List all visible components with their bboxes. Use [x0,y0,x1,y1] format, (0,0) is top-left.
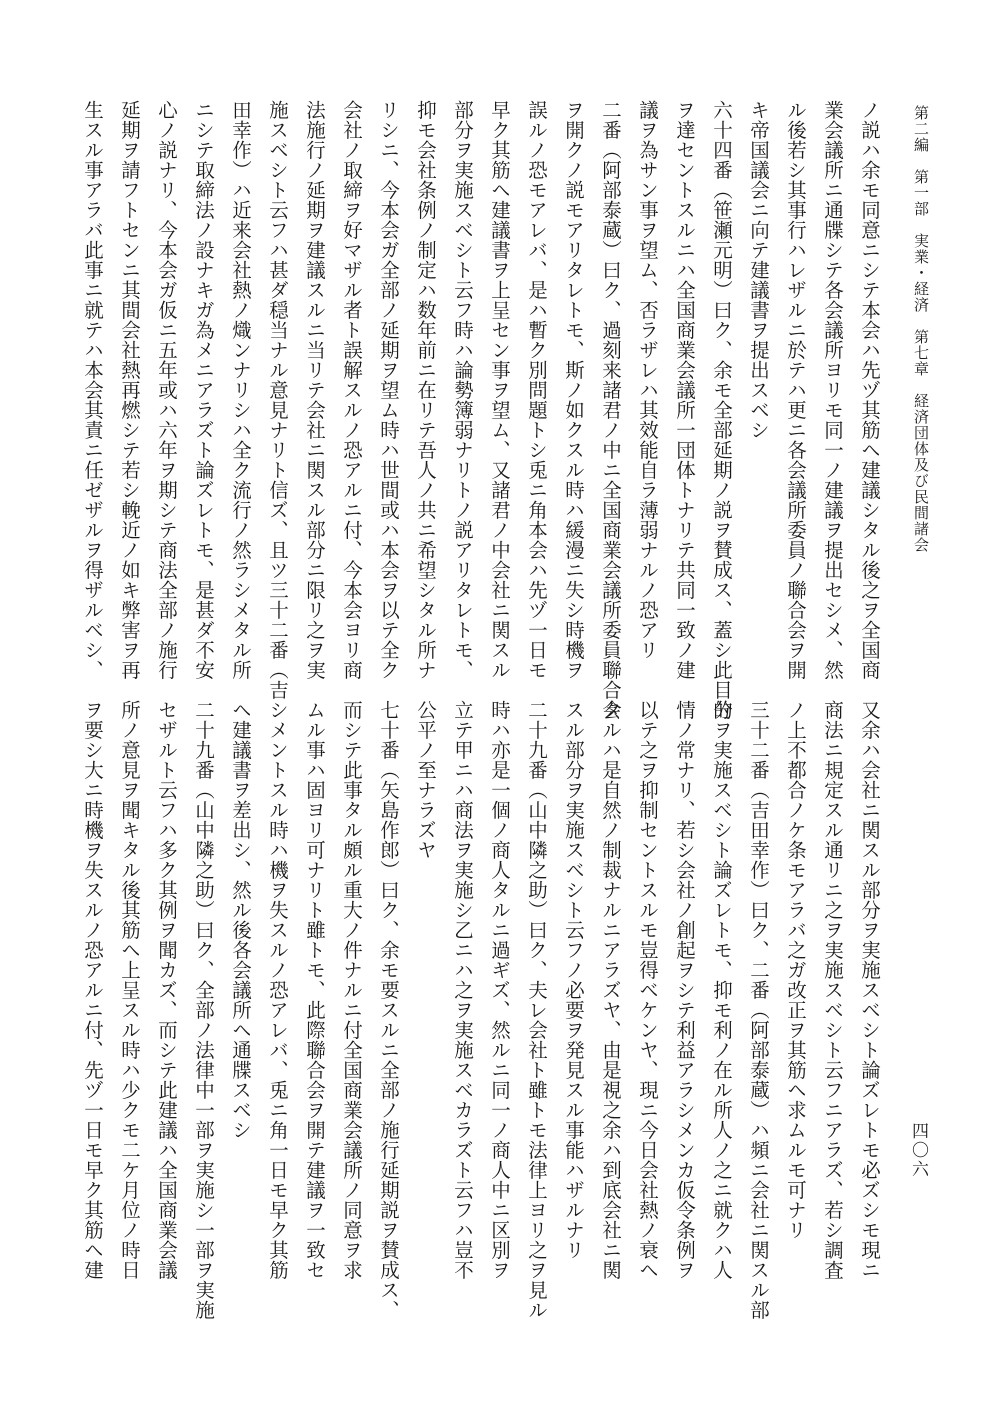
text-column: 三十二番（吉田幸作）曰ク、二番（阿部泰蔵）ハ頻ニ会社ニ関スル部 [747,700,770,1320]
text-column: 田幸作）ハ近来会社熱ノ熾ンナリシハ全ク流行ノ然ラシメタル所 [229,100,252,680]
text-column: 二十九番（山中隣之助）曰ク、夫レ会社ト雖トモ法律上ヨリ之ヲ見ル [525,700,548,1320]
text-column: 二十九番（山中隣之助）曰ク、全部ノ法律中一部ヲ実施シ一部ヲ実施 [192,700,215,1320]
text-column: 施スベシト云フハ甚ダ穏当ナル意見ナリト信ズ、且ツ三十二番（吉 [266,100,289,700]
text-column: リシニ、今本会ガ全部ノ延期ヲ望ム時ハ世間或ハ本会ヲ以テ全ク [377,100,400,680]
upper-text-block [81,100,887,720]
text-column: 部分ヲ実施スベシト云フ時ハ論勢簿弱ナリトノ説アリタレトモ、 [451,100,474,680]
text-column: 議ヲ為サン事ヲ望ム、否ラザレハ其效能自ラ薄弱ナルノ恐アリ [636,100,659,660]
text-column: 誤ルノ恐モアレバ、是ハ暫ク別問題トシ兎ニ角本会ハ先ヅ一日モ [525,100,548,680]
text-column: 公平ノ至ナラズヤ [414,700,437,860]
text-column: ニシテ取締法ノ設ナキガ為メニアラズト論ズレトモ、是甚ダ不安 [192,100,215,680]
text-column: 抑モ会社条例ノ制定ハ数年前ニ在リテ吾人ノ共ニ希望シタル所ナ [414,100,437,680]
text-column: 時ハ亦是一個ノ商人タルニ過ギズ、然ルニ同一ノ商人中ニ区別ヲ [488,700,511,1280]
text-column: 情ノ常ナリ、若シ会社ノ創起ヲシテ利益アラシメンカ仮令条例ヲ [673,700,696,1280]
text-column: 七十番（矢島作郎）曰ク、余モ要スルニ全部ノ施行延期説ヲ賛成ス、 [377,700,400,1320]
text-column: 而シテ此事タル頗ル重大ノ件ナルニ付全国商業会議所ノ同意ヲ求 [340,700,363,1280]
text-column: ヘ建議書ヲ差出シ、然ル後各会議所ヘ通牒スベシ [229,700,252,1140]
text-column: ヲ達セントスルニハ全国商業会議所一団体トナリテ共同一致ノ建 [673,100,696,680]
text-column: 延期ヲ請フトセンニ其間会社熱再燃シテ若シ輓近ノ如キ弊害ヲ再 [118,100,141,680]
text-column: 法施行ノ延期ヲ建議スルニ当リテ会社ニ関スル部分ニ限リ之ヲ実 [303,100,326,680]
text-column: タルハ是自然ノ制裁ナルニアラズヤ、由是視之余ハ到底会社ニ関 [599,700,622,1280]
text-column: ノ説ハ余モ同意ニシテ本会ハ先ヅ其筋ヘ建議シタル後之ヲ全国商 [858,100,881,680]
page-number: 四〇六 [908,1122,928,1179]
text-column: 以テ之ヲ抑制セントスルモ豈得ベケンヤ、現ニ今日会社熱ノ衰ヘ [636,700,659,1280]
text-column: キ帝国議会ニ向テ建議書ヲ提出スベシ [747,100,770,440]
text-column: 商法ニ規定スル通リニ之ヲ実施スベシト云フニアラズ、若シ調査 [821,700,844,1280]
text-column: 生スル事アラバ此事ニ就テハ本会其責ニ任ゼザルヲ得ザルベシ、 [81,100,104,680]
text-column: 六十四番（笹瀬元明）曰ク、余モ全部延期ノ説ヲ賛成ス、蓋シ此目的 [710,100,733,720]
text-column: 分ヲ実施スベシト論ズレトモ、抑モ利ノ在ル所人ノ之ニ就クハ人 [710,700,733,1280]
text-column: スル部分ヲ実施スベシト云フノ必要ヲ発見スル事能ハザルナリ [562,700,585,1260]
text-column: ムル事ハ固ヨリ可ナリト雖トモ、此際聯合会ヲ開テ建議ヲ一致セ [303,700,326,1280]
text-column: 早ク其筋ヘ建議書ヲ上呈セン事ヲ望ム、又諸君ノ中会社ニ関スル [488,100,511,680]
text-column: セザルト云フハ多ク其例ヲ聞カズ、而シテ此建議ハ全国商業会議 [155,700,178,1280]
text-column: ヲ要シ大ニ時機ヲ失スルノ恐アルニ付、先ヅ一日モ早ク其筋ヘ建 [81,700,104,1280]
text-column: ル後若シ其事行ハレザルニ於テハ更ニ各会議所委員ノ聯合会ヲ開 [784,100,807,680]
running-head: 第二編 第一部 実業・経済 第七章 経済団体及び民間諸会 [912,105,930,553]
text-column: 所ノ意見ヲ聞キタル後其筋ヘ上呈スル時ハ少クモ二ケ月位ノ時日 [118,700,141,1280]
text-column: ヲ開クノ説モアリタレトモ、斯ノ如クスル時ハ緩漫ニ失シ時機ヲ [562,100,585,680]
text-column: 又余ハ会社ニ関スル部分ヲ実施スベシト論ズレトモ必ズシモ現ニ [858,700,881,1280]
text-column: 会社ノ取締ヲ好マザル者ト誤解スルノ恐アルニ付、今本会ヨリ商 [340,100,363,680]
text-column: ノ上不都合ノケ条モアラバ之ガ改正ヲ其筋ヘ求ムルモ可ナリ [784,700,807,1240]
text-column: 二番（阿部泰蔵）曰ク、過刻来諸君ノ中ニ全国商業会議所委員聯合会 [599,100,622,720]
text-column: 業会議所ニ通牒シテ各会議所ヨリモ同一ノ建議ヲ提出セシメ、然 [821,100,844,680]
lower-text-block [81,700,887,1320]
text-column: シメントスル時ハ機ヲ失スルノ恐アレバ、兎ニ角一日モ早ク其筋 [266,700,289,1280]
text-column: 心ノ説ナリ、今本会ガ仮ニ五年或ハ六年ヲ期シテ商法全部ノ施行 [155,100,178,680]
text-column: 立テ甲ニハ商法ヲ実施シ乙ニハ之ヲ実施スベカラズト云フハ豈不 [451,700,474,1280]
